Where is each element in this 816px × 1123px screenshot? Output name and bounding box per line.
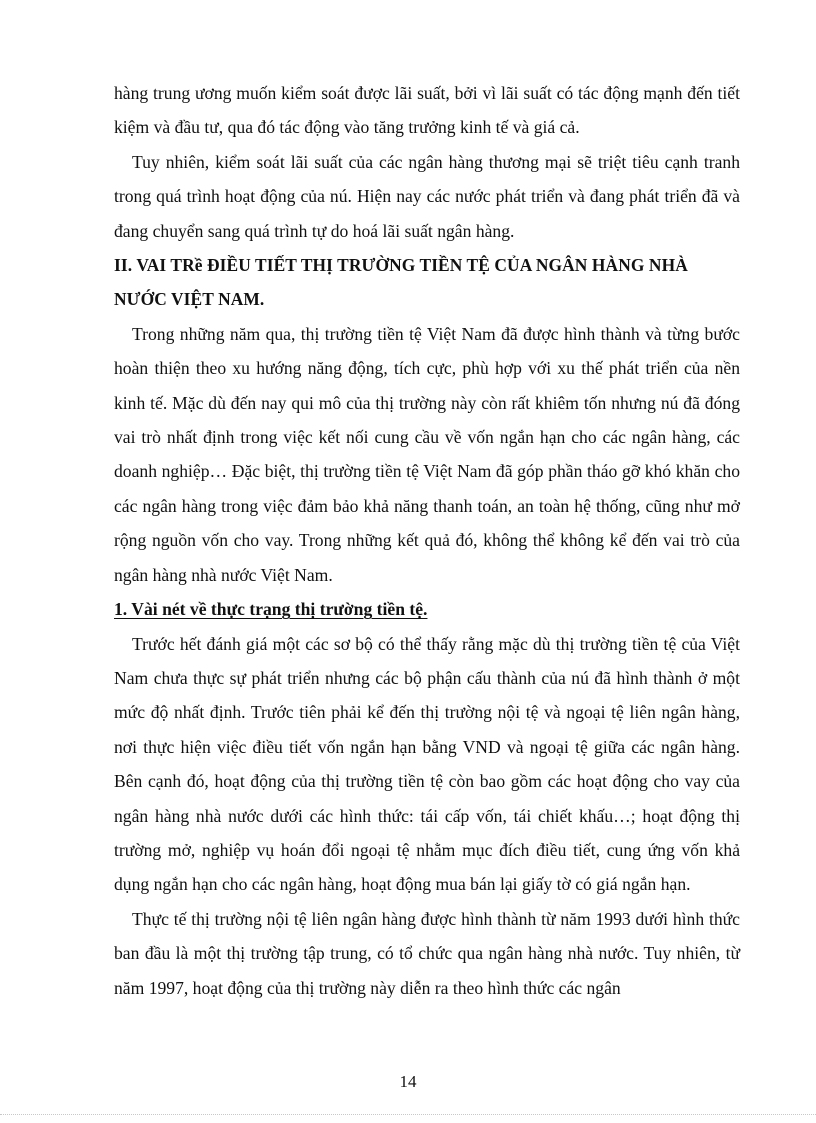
- section-heading: II. VAI TRề ĐIỀU TIẾT THỊ TRƯỜNG TIỀN TỆ CỦA NGÂN HÀNG NHÀ NƯỚC VIỆT NAM.: [114, 255, 688, 310]
- paragraph-interest-control: Tuy nhiên, kiểm soát lãi suất của các ngân hàng thương mại sẽ triệt tiêu cạnh tranh trong quá trình hoạt động của nú. Hiện nay các nước phát triển và đang phát triển đã và đang chuyển sang quá trình tự do hoá lãi suất ngân hàng.: [114, 151, 740, 241]
- page-bottom-divider: [0, 1114, 816, 1115]
- page-number: 14: [399, 1072, 417, 1091]
- paragraph-interbank-market: Thực tế thị trường nội tệ liên ngân hàng được hình thành từ năm 1993 dưới hình thức ban đầu là một thị trường tập trung, có tổ chức qua ngân hàng nhà nước. Tuy nhiên, từ năm 1997, hoạt động của thị trường này diễn ra theo hình thức các ngân: [114, 908, 740, 998]
- page-body: [114, 76, 740, 1005]
- subsection-heading: 1. Vài nét về thực trạng thị trường tiền tệ.: [114, 599, 428, 620]
- paragraph-market-status: Trước hết đánh giá một các sơ bộ có thể thấy rằng mặc dù thị trường tiền tệ của Việt Nam chưa thực sự phát triển nhưng các bộ phận cấu thành của nú đã hình thành ở một mức độ nhất định. Trước tiên phải kể đến thị trường nội tệ và ngoại tệ liên ngân hàng, nơi thực hiện việc điều tiết vốn ngắn hạn bằng VND và ngoại tệ giữa các ngân hàng. Bên cạnh đó, hoạt động của thị trường tiền tệ còn bao gồm các hoạt động cho vay của ngân hàng nhà nước dưới các hình thức: tái cấp vốn, tái chiết khấu…; hoạt động thị trường mở, nghiệp vụ hoán đổi ngoại tệ nhằm mục đích điều tiết, cung ứng vốn khả dụng ngắn hạn cho các ngân hàng, hoạt động mua bán lại giấy tờ có giá ngắn hạn.: [114, 633, 740, 895]
- paragraph-money-market-role: Trong những năm qua, thị trường tiền tệ Việt Nam đã được hình thành và từng bước hoàn thiện theo xu hướng năng động, tích cực, phù hợp với xu thế phát triển của nền kinh tế. Mặc dù đến nay qui mô của thị trường này còn rất khiêm tốn nhưng nú đã đóng vai trò nhất định trong việc kết nối cung cầu về vốn ngắn hạn cho các ngân hàng, các doanh nghiệp… Đặc biệt, thị trường tiền tệ Việt Nam đã góp phần tháo gỡ khó khăn cho các ngân hàng trong việc đảm bảo khả năng thanh toán, an toàn hệ thống, cũng như mở rộng nguồn vốn cho vay. Trong những kết quả đó, không thể không kể đến vai trò của ngân hàng nhà nước Việt Nam.: [114, 323, 740, 585]
- paragraph-intro-continuation: hàng trung ương muốn kiểm soát được lãi suất, bởi vì lãi suất có tác động mạnh đến tiết kiệm và đầu tư, qua đó tác động vào tăng trưởng kinh tế và giá cả.: [114, 83, 740, 138]
